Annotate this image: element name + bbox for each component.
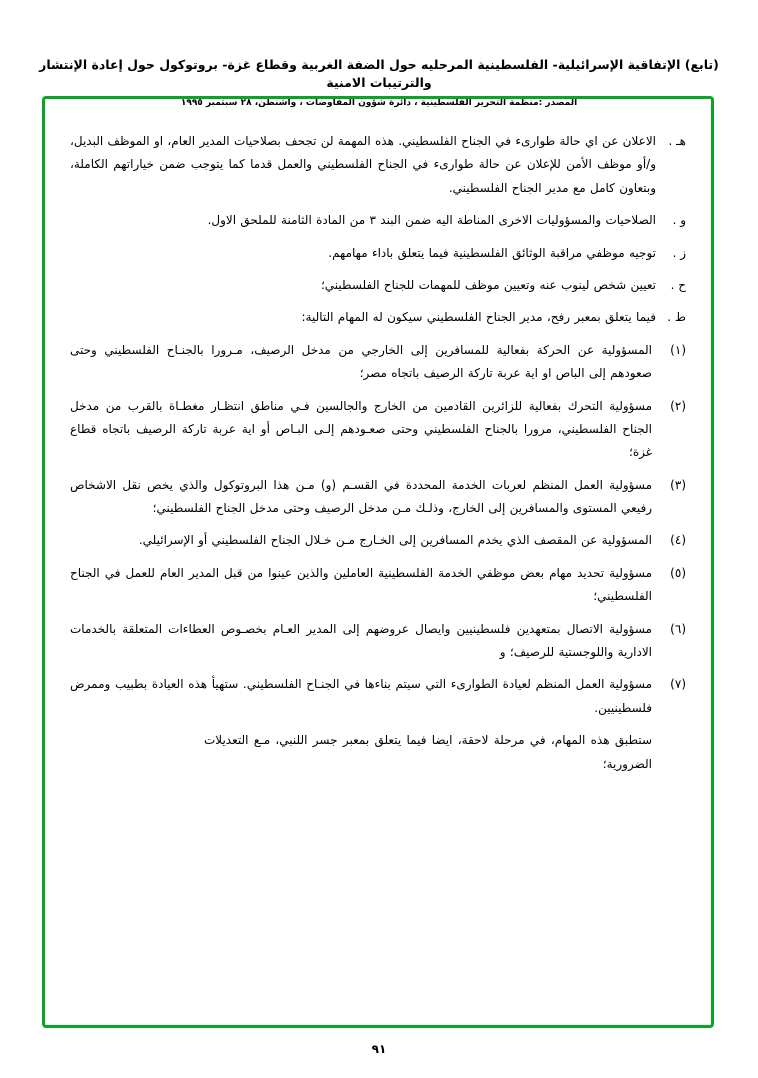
clause-text: توجيه موظفي مراقبة الوثائق الفلسطينية فيما يتعلق باداء مهامهم.	[328, 245, 656, 260]
subclause-item	[70, 339, 686, 386]
clause-text: فيما يتعلق بمعبر رفح، مدير الجناح الفلسطيني سيكون له المهام التالية:	[301, 310, 656, 325]
subclause-text: مسؤولية العمل المنظم لعيادة الطوارىء التي سيتم بناءها في الجنـاح الفلسطيني. ستهيأ هذه العيادة بطبيب وممرض فلسطينيين.	[70, 677, 652, 715]
subclause-text: المسؤولية عن المقصف الذي يخدم المسافرين إلى الخـارج مـن خـلال الجناح الفلسطيني أو الإسرائيلي.	[138, 533, 652, 548]
subclause-marker: (٢)	[670, 398, 686, 413]
subclause-marker: (٣)	[670, 477, 686, 492]
clause-text: الصلاحيات والمسؤوليات الاخرى المناطة اليه ضمن البند ٣ من المادة الثامنة للملحق الاول.	[207, 213, 656, 228]
clause-text: تعيين شخص لينوب عنه وتعيين موظف للمهمات للجناح الفلسطيني؛	[320, 277, 656, 292]
subclause-list	[70, 339, 686, 720]
subclause-item	[70, 474, 686, 521]
subclause-item	[70, 618, 686, 665]
subclause-text: مسؤولية الاتصال بمتعهدين فلسطينيين وايصال عروضهم إلى المدير العـام بخصـوص العطاءات المتعلقة بالخدمات الادارية واللوجستية للرصيف؛ و	[70, 621, 652, 660]
subclause-text: مسؤولية تحديد مهام بعض موظفي الخدمة الفلسطينية العاملين والذين عينوا من قبل المدير العام للعمل في الجناح الفلسطيني؛	[70, 565, 652, 604]
page-number: ٩١	[371, 1042, 387, 1056]
clause-item	[70, 209, 686, 232]
subclause-text: المسؤولية عن الحركة بفعالية للمسافرين إلى الخارجي من مدخل الرصيف، مـرورا بالجنـاح الفلسطيني وحتى صعودهم إلى الباص او اية عربة تاركة الرصيف باتجاه مصر؛	[70, 342, 652, 381]
subclause-marker: (٦)	[670, 621, 686, 636]
subclause-item	[70, 529, 686, 552]
subclause-marker: (٤)	[670, 533, 686, 548]
clause-item	[70, 130, 686, 200]
clause-marker: ز .	[672, 245, 686, 260]
clause-item	[70, 242, 686, 265]
source-line: المصدر :منظمة التحرير الفلسطينية ، دائرة شؤون المفاوضات ، واشنطن، ٢٨ سبتمبر ١٩٩٥	[180, 98, 578, 108]
clause-marker: هـ .	[668, 134, 686, 148]
page-title: (تابع) الإتفاقية الإسرائيلية- الفلسطينية المرحليه حول الضفة الغربية وقطاع غزة- بروتوكول حول إعادة الإنتشار والترتيبات الامنية	[39, 57, 719, 90]
subclause-text: مسؤولية التحرك بفعالية للزائرين القادمين من الخارج والجالسين فـي مناطق انتظـار مغطـاة بالقرب من مدخل الجناح الفلسطيني، مرورا بالجناح الفلسطيني وحتى صعـودهم إلـى البـاص أو اية عربة تاركة الرصيف باتجاه قطاع غزة؛	[70, 398, 652, 460]
subclause-marker: (٧)	[670, 677, 686, 692]
subclause-item	[70, 395, 686, 465]
subclause-item	[70, 562, 686, 609]
subclause-marker: (٥)	[670, 565, 686, 580]
clause-marker: ط .	[667, 310, 686, 325]
tail-note: ستطبق هذه المهام، في مرحلة لاحقة، ايضا فيما يتعلق بمعبر جسر اللنبي، مـع التعديلات الضرورية؛	[204, 733, 652, 771]
clause-marker: و .	[672, 213, 686, 228]
clause-item	[70, 306, 686, 329]
subclause-text: مسؤولية العمل المنظم لعربات الخدمة المحددة في القسـم (و) مـن هذا البروتوكول والذي يخص نقل الاشخاص رفيعي المستوى والمسافرين إلى الخارج، وذلـك مـن مدخل الرصيف وحتى مدخل الجناح الفلسطيني؛	[70, 477, 652, 516]
clause-item	[70, 274, 686, 297]
clause-text: الاعلان عن اي حالة طوارىء في الجناح الفلسطيني. هذه المهمة لن تجحف بصلاحيات المدير العام، او الموظف البديل، و/أو موظف الأمن للإعلان عن حالة طوارىء في الجناح الفلسطيني والعمل قدما كما يتوجب ضمن خياراتهم الكاملة، وبتعاون كامل مع مدير الجناح الفلسطيني.	[70, 134, 656, 195]
subclause-marker: (١)	[670, 342, 686, 357]
document-body	[70, 130, 686, 776]
subclause-item	[70, 673, 686, 720]
clause-marker: ح .	[670, 277, 686, 292]
